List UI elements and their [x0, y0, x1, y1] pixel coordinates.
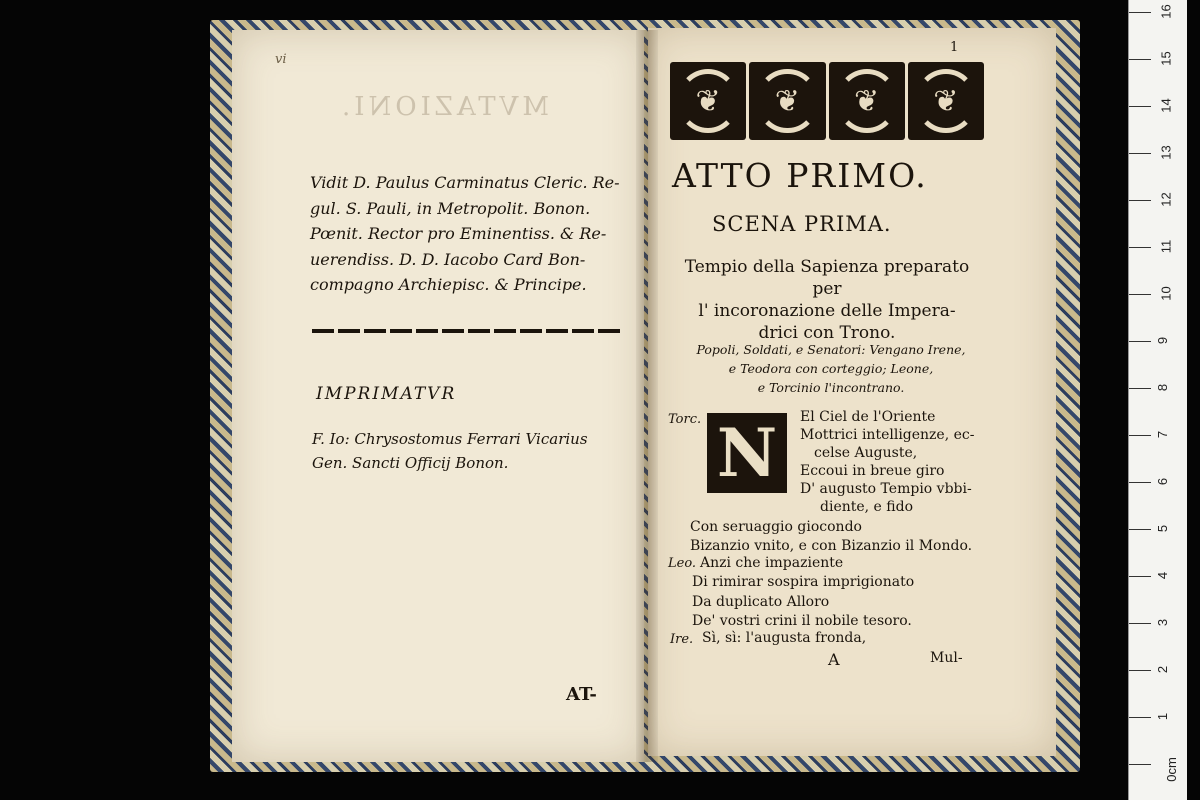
- setting-line: Tempio della Sapienza preparato per: [684, 257, 970, 299]
- left-page-number: vi: [275, 52, 287, 67]
- divider-rule: [312, 329, 622, 333]
- verse-line: Sì, sì: l'augusta fronda,: [702, 630, 867, 646]
- vicar-line: Gen. Sancti Officij Bonon.: [312, 454, 509, 472]
- ruler-label: 5: [1155, 524, 1171, 533]
- vicar-line: F. Io: Chrysostomus Ferrari Vicarius: [312, 430, 588, 448]
- approval-line: Pœnit. Rector pro Eminentiss. & Re-: [310, 224, 607, 243]
- imprimatur-approval: [310, 170, 620, 298]
- right-catchword: Mul-: [930, 650, 963, 666]
- ruler-label: 11: [1158, 239, 1174, 254]
- verse-line: diente, e fido: [820, 499, 914, 515]
- verse-line: Da duplicato Alloro: [692, 593, 830, 610]
- measurement-ruler: [1128, 0, 1187, 800]
- verse-line: Eccoui in breue giro: [800, 463, 945, 479]
- ornament-tile: [670, 62, 746, 140]
- setting-line: drici con Trono.: [758, 323, 896, 343]
- act-title: ATTO PRIMO.: [672, 156, 928, 195]
- ruler-label: 8: [1155, 383, 1171, 392]
- verse-line: El Ciel de l'Oriente: [800, 409, 936, 425]
- ruler-label: 14: [1158, 98, 1174, 113]
- approval-line: compagno Archiepisc. & Principe.: [310, 275, 587, 294]
- ruler-label: 2: [1155, 665, 1171, 674]
- speaker-label: Leo.: [668, 556, 697, 571]
- approval-line: Vidit D. Paulus Carminatus Cleric. Re-: [310, 173, 620, 192]
- verse-line: celse Auguste,: [814, 445, 918, 461]
- headpiece-ornament: [670, 62, 984, 140]
- scene-setting: [672, 256, 982, 344]
- approval-line: uerendiss. D. D. Iacobo Card Bon-: [310, 249, 586, 269]
- verse-block: [800, 408, 974, 516]
- ornament-tile: [908, 62, 984, 140]
- ruler-label: 9: [1155, 336, 1171, 345]
- verse-line: Di rimirar sospira imprigionato: [692, 574, 915, 590]
- ornament-tile: [749, 62, 825, 140]
- book-gutter: [636, 30, 658, 762]
- vicar-approval: [312, 427, 588, 475]
- drop-cap-initial: N: [707, 413, 787, 493]
- speaker-label: Ire.: [670, 632, 694, 647]
- right-page-number: 1: [950, 40, 959, 55]
- imprimatur-heading: IMPRIMATVR: [316, 384, 457, 404]
- verse-line: Con seruaggio giocondo: [690, 519, 862, 535]
- signature-mark: A: [828, 650, 840, 669]
- speaker-label: Torc.: [668, 412, 702, 427]
- ornament-tile: [829, 62, 905, 140]
- verse-line: Bizanzio vnito, e con Bizanzio il Mondo.: [690, 538, 973, 554]
- setting-line: l' incoronazione delle Impera-: [698, 301, 956, 321]
- approval-line: gul. S. Pauli, in Metropolit. Bonon.: [310, 198, 591, 218]
- verse-block: [690, 518, 972, 556]
- ruler-label: 1: [1155, 712, 1171, 721]
- ruler-label: 6: [1155, 477, 1171, 486]
- direction-line: e Torcinio l'incontrano.: [757, 380, 905, 395]
- direction-line: Popoli, Soldati, e Senatori: Vengano Irene,: [696, 342, 966, 357]
- ruler-label: 7: [1155, 430, 1171, 439]
- verse-block: [692, 573, 914, 632]
- left-catchword: AT-: [566, 684, 597, 705]
- verse-line: De' vostri crini il nobile tesoro.: [692, 613, 912, 629]
- ruler-label: 12: [1158, 192, 1174, 207]
- ruler-label: 4: [1155, 571, 1171, 580]
- ruler-label: 3: [1155, 618, 1171, 627]
- ruler-label: 10: [1158, 286, 1174, 301]
- stage-direction: [672, 340, 990, 397]
- ruler-label: 16: [1158, 4, 1174, 19]
- verse-line: D' augusto Tempio vbbi-: [800, 481, 972, 497]
- ruler-label: 0cm: [1163, 757, 1179, 782]
- scene-title: SCENA PRIMA.: [712, 212, 892, 236]
- verse-line: Anzi che impaziente: [700, 555, 844, 571]
- ruler-label: 15: [1158, 51, 1174, 66]
- show-through-title: MVTAZIONI.: [338, 92, 550, 122]
- direction-line: e Teodora con corteggio; Leone,: [728, 361, 934, 376]
- verse-line: Mottrici intelligenze, ec-: [800, 427, 975, 443]
- ruler-label: 13: [1158, 145, 1174, 160]
